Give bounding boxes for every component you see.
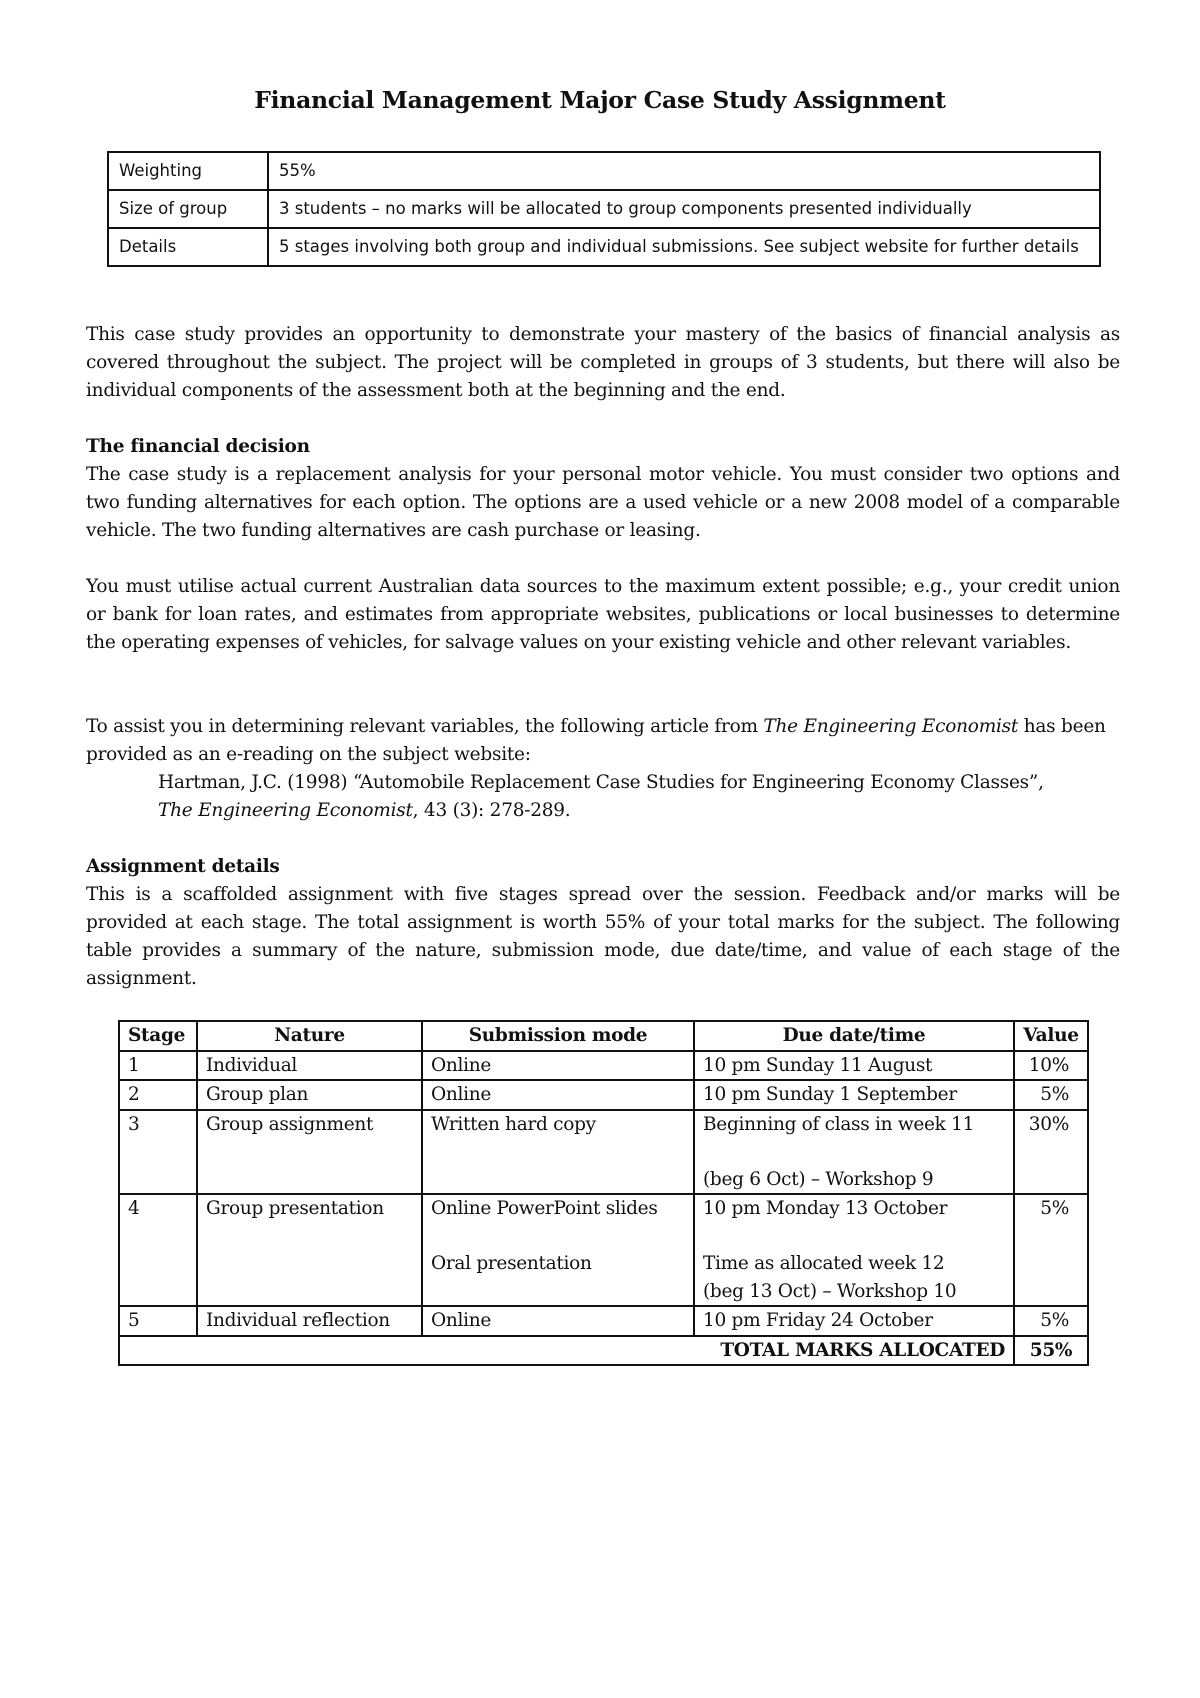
p3-text-before: To assist you in determining relevant variables, the following article from	[86, 716, 764, 737]
table-row	[119, 1194, 1088, 1306]
assignment-heading: Assignment details	[86, 856, 280, 877]
mode-cell: Online	[422, 1051, 694, 1081]
decision-paragraph-1: The case study is a replacement analysis for your personal motor vehicle. You must consider two options and two funding alternatives for each option. The options are a used vehicle or a new 2008 model of a comparable vehicle. The two funding alternatives are cash purchase or leasing.	[86, 464, 1120, 541]
stages-table	[118, 1020, 1089, 1366]
table-row	[108, 152, 1100, 190]
reference-line-2	[158, 797, 1118, 825]
total-value: 55%	[1014, 1336, 1088, 1366]
nature-cell: Individual reflection	[197, 1306, 422, 1336]
mode-cell: Online	[422, 1080, 694, 1110]
mode-line-1: Online PowerPoint slides	[431, 1198, 658, 1219]
due-cell	[694, 1194, 1014, 1306]
info-key: Size of group	[108, 190, 268, 228]
table-row	[119, 1110, 1088, 1195]
due-line-1: Beginning of class in week 11	[703, 1113, 975, 1135]
table-row	[108, 228, 1100, 266]
info-value: 3 students – no marks will be allocated to group components presented individually	[268, 190, 1100, 228]
reference-line-1: Hartman, J.C. (1998) “Automobile Replacement Case Studies for Engineering Economy Classes”,	[158, 772, 1044, 793]
info-value: 55%	[268, 152, 1100, 190]
due-line-2: Time as allocated week 12	[703, 1253, 945, 1274]
header-value: Value	[1014, 1021, 1088, 1051]
table-row	[108, 190, 1100, 228]
value-cell: 5%	[1014, 1080, 1088, 1110]
due-cell: 10 pm Sunday 11 August	[694, 1051, 1014, 1081]
nature-cell: Group plan	[197, 1080, 422, 1110]
value-cell: 5%	[1014, 1194, 1088, 1306]
due-line-2: (beg 6 Oct) – Workshop 9	[703, 1168, 934, 1190]
mode-cell	[422, 1194, 694, 1306]
total-label: TOTAL MARKS ALLOCATED	[119, 1336, 1014, 1366]
value-cell: 10%	[1014, 1051, 1088, 1081]
stage-cell: 2	[119, 1080, 197, 1110]
mode-line-2: Oral presentation	[431, 1253, 592, 1274]
decision-paragraph-2: You must utilise actual current Australian data sources to the maximum extent possible; e.g., your credit union or bank for loan rates, and estimates from appropriate websites, publications or local businesses to determine the operating expenses of vehicles, for salvage values on your existing vehicle and other relevant variables.	[86, 576, 1120, 653]
table-header-row	[119, 1021, 1088, 1051]
stage-cell: 3	[119, 1110, 197, 1195]
value-cell: 5%	[1014, 1306, 1088, 1336]
stage-cell: 1	[119, 1051, 197, 1081]
info-key: Weighting	[108, 152, 268, 190]
due-cell: 10 pm Sunday 1 September	[694, 1080, 1014, 1110]
journal-title: The Engineering Economist	[763, 716, 1019, 737]
assignment-info-table	[107, 151, 1101, 267]
nature-cell: Group assignment	[197, 1110, 422, 1195]
table-row	[119, 1051, 1088, 1081]
header-nature: Nature	[197, 1021, 422, 1051]
info-key: Details	[108, 228, 268, 266]
due-cell	[694, 1110, 1014, 1195]
document-title: Financial Management Major Case Study Assignment	[254, 86, 946, 114]
header-submission-mode: Submission mode	[422, 1021, 694, 1051]
due-line-3: (beg 13 Oct) – Workshop 10	[703, 1280, 957, 1302]
header-due-date: Due date/time	[694, 1021, 1014, 1051]
stage-cell: 4	[119, 1194, 197, 1306]
nature-cell: Group presentation	[197, 1194, 422, 1306]
value-cell: 30%	[1014, 1110, 1088, 1195]
table-total-row	[119, 1336, 1088, 1366]
nature-cell: Individual	[197, 1051, 422, 1081]
reference-tail: , 43 (3): 278-289.	[412, 800, 571, 821]
stage-cell: 5	[119, 1306, 197, 1336]
due-line-1: 10 pm Monday 13 October	[703, 1198, 948, 1219]
header-stage: Stage	[119, 1021, 197, 1051]
table-row	[119, 1306, 1088, 1336]
info-value: 5 stages involving both group and individual submissions. See subject website for further details	[268, 228, 1100, 266]
intro-paragraph: This case study provides an opportunity to demonstrate your mastery of the basics of financial analysis as covered throughout the subject. The project will be completed in groups of 3 students, but there will also be individual components of the assessment both at the beginning and the end.	[86, 324, 1120, 401]
mode-cell: Written hard copy	[422, 1110, 694, 1195]
reference-citation	[158, 769, 1118, 825]
mode-cell: Online	[422, 1306, 694, 1336]
due-cell: 10 pm Friday 24 October	[694, 1306, 1014, 1336]
decision-paragraph-3	[86, 713, 1120, 769]
decision-heading: The financial decision	[86, 436, 310, 457]
table-row	[119, 1080, 1088, 1110]
assignment-paragraph: This is a scaffolded assignment with five stages spread over the session. Feedback and/or marks will be provided at each stage. The total assignment is worth 55% of your total marks for the subject. The following table provides a summary of the nature, submission mode, due date/time, and value of each stage of the assignment.	[86, 884, 1120, 989]
p3-text-after: has been provided as an e-reading on the subject website:	[86, 716, 1106, 765]
reference-journal: The Engineering Economist	[158, 800, 413, 821]
